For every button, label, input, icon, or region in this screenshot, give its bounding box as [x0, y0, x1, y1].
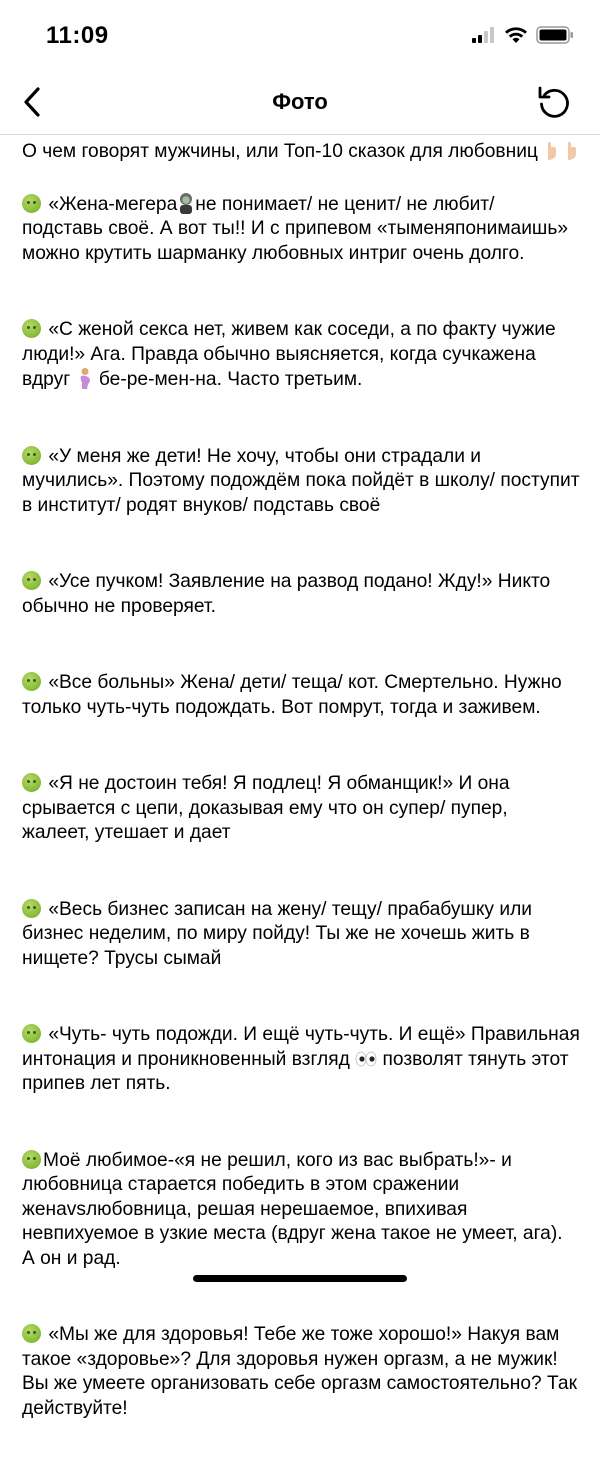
status-bar — [0, 0, 600, 70]
list-item-text: «У меня же дети! Не хочу, чтобы они страдали и мучились». Поэтому подождём пока пойдёт в школу/ поступит в институт/ родят внуков/ подставь своё — [22, 445, 585, 516]
eyes-icon — [355, 1051, 377, 1067]
pregnant-woman-icon — [76, 367, 94, 389]
list-item — [22, 445, 585, 519]
post-intro — [22, 140, 580, 165]
nauseated-face-icon — [22, 1324, 41, 1343]
list-item — [22, 898, 580, 972]
nauseated-face-icon — [22, 319, 41, 338]
nauseated-face-icon — [22, 571, 41, 590]
woman-zombie-icon — [177, 192, 195, 214]
battery-icon — [536, 26, 574, 44]
list-item-text: «Все больны» Жена/ дети/ теща/ кот. Смертельно. Нужно только чуть-чуть подождать. Вот помрут, тогда и заживем. — [22, 672, 568, 718]
nauseated-face-icon — [22, 773, 41, 792]
list-item — [22, 1023, 586, 1097]
nav-bar — [0, 70, 600, 135]
list-item-text: Моё любимое-«я не решил, кого из вас выбрать!»- и любовница старается победить в этом сражении женаvsлюбовница, решая нерешаемое, впихивая невпихуемое в узкие места (вдруг жена такое не умеет, ага). А он и рад. — [22, 1149, 568, 1269]
refresh-icon — [536, 84, 572, 120]
cellular-signal-icon — [472, 27, 496, 43]
list-item-text-start: «С женой секса нет, живем как соседи, а по факту чужие люди!» Ага. Правда обычно выясняется, когда сучкажена вдруг — [22, 319, 562, 390]
list-item — [22, 671, 580, 720]
list-item-text-end: не понимает/ не ценит/ не любит/ подставь своё. А вот ты!! И с припевом «тыменяпонимаишь» можно крутить шарманку любовных интриг очень долго. — [22, 193, 574, 264]
nauseated-face-icon — [22, 899, 41, 918]
list-item-text: «Весь бизнес записан на жену/ тещу/ прабабушку или бизнес неделим, по миру пойду! Ты же не хочешь жить в нищете? Трусы сымай — [22, 898, 538, 969]
nauseated-face-icon — [22, 672, 41, 691]
list-item-text-end: бе-ре-мен-на. Часто третьим. — [93, 369, 363, 390]
list-item — [22, 1323, 583, 1421]
list-item-text: «Мы же для здоровья! Тебе же тоже хорошо!» Накуя вам такое «здоровье»? Для здоровья нужен оргазм, а не мужик! Вы же умеете организовать себе оргазм самостоятельно? Так действуйте! — [22, 1324, 583, 1419]
status-time: 11:09 — [46, 22, 109, 49]
list-item — [22, 772, 580, 846]
post-intro-text: О чем говорят мужчины, или Топ-10 сказок для любовниц — [22, 141, 538, 162]
list-item-text-start: «Чуть- чуть подожди. И ещё чуть-чуть. И ещё» Правильная интонация и проникновенный взгляд — [22, 1024, 586, 1070]
home-indicator[interactable] — [193, 1275, 407, 1282]
nauseated-face-icon — [22, 1150, 41, 1169]
pointing-down-hand-icon — [543, 141, 557, 161]
nauseated-face-icon — [22, 446, 41, 465]
list-item-text-start: «Жена-мегера — [43, 193, 178, 215]
pointing-down-hand-icon — [563, 141, 577, 161]
refresh-button[interactable] — [534, 82, 574, 122]
list-item — [22, 192, 580, 267]
list-item-text: «Усе пучком! Заявление на развод подано! Жду!» Никто обычно не проверяет. — [22, 571, 556, 617]
nauseated-face-icon — [22, 1024, 41, 1043]
page-title: Фото — [272, 89, 328, 114]
list-item — [22, 1149, 580, 1272]
list-item — [22, 318, 580, 393]
list-item-text: «Я не достоин тебя! Я подлец! Я обманщик!» И она срывается с цепи, доказывая ему что он супер/ пупер, жалеет, утешает и дает — [22, 773, 515, 843]
status-icons — [472, 26, 574, 44]
list-item — [22, 570, 580, 619]
list-item-text-end: позволят тянуть этот припев лет пять. — [22, 1048, 574, 1094]
wifi-icon — [504, 26, 528, 44]
nauseated-face-icon — [22, 194, 41, 213]
post-content — [22, 140, 586, 1473]
